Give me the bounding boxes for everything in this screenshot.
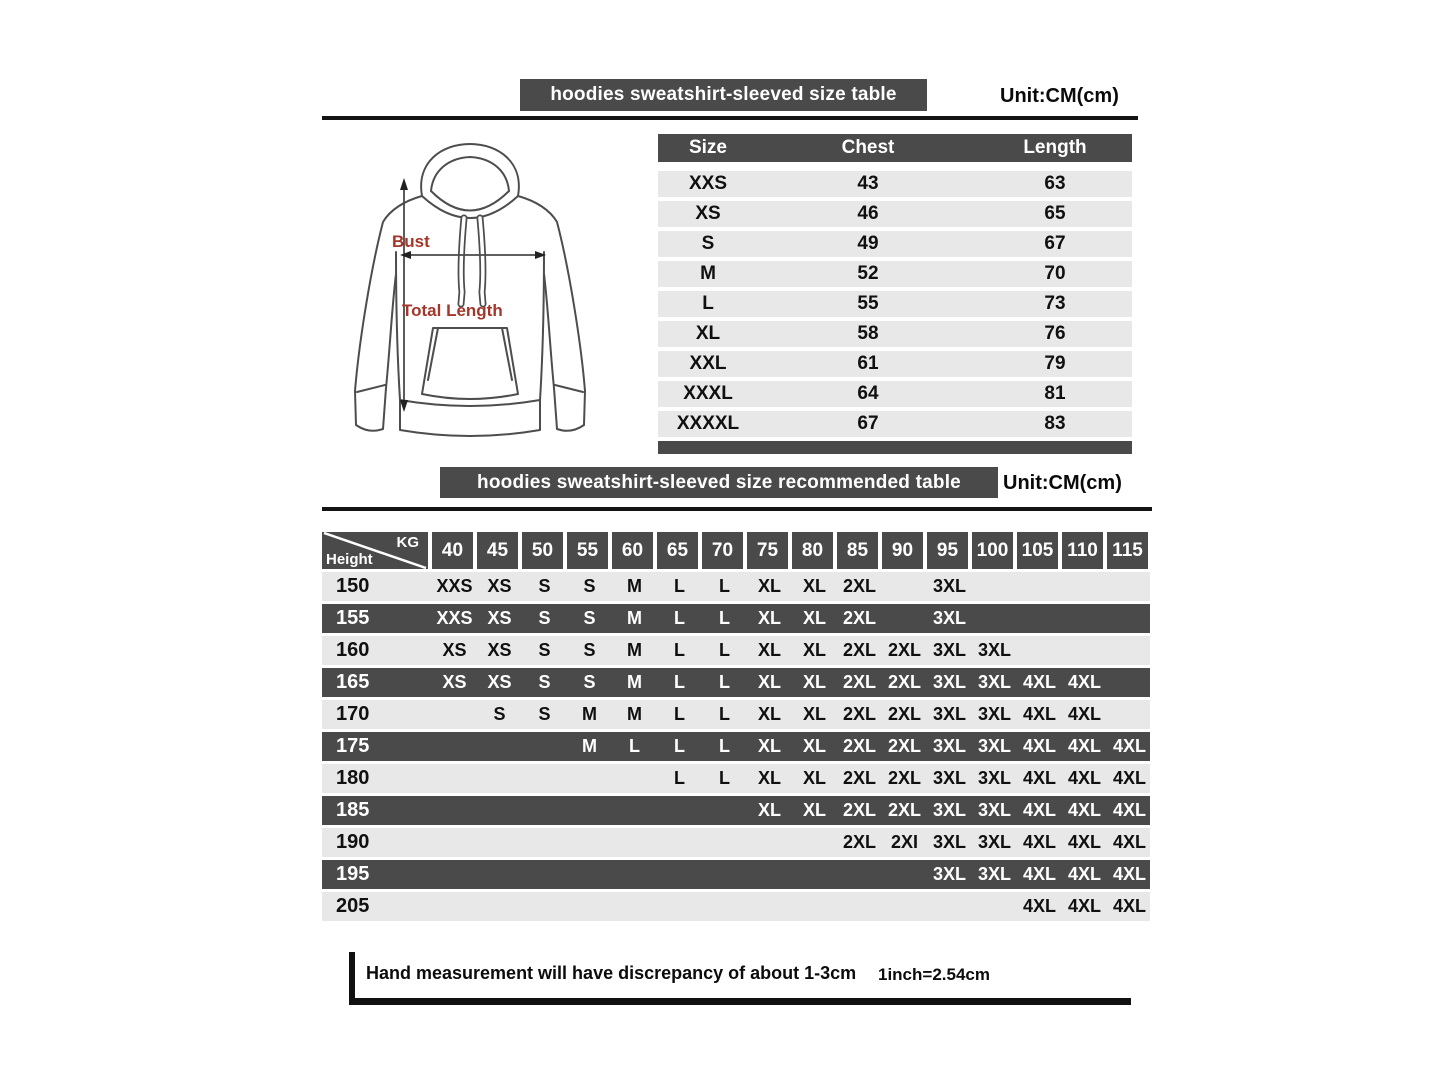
weight-header-cell: 110 bbox=[1062, 532, 1103, 569]
reco-size-cell: XL bbox=[802, 640, 826, 660]
inch-conversion-note: 1inch=2.54cm bbox=[878, 965, 990, 984]
reco-size-cell: 3XL bbox=[932, 832, 966, 852]
size-table-cell: XXS bbox=[688, 173, 728, 194]
size-table-title: hoodies sweatshirt-sleeved size table bbox=[550, 84, 897, 105]
reco-size-cell: 2XL bbox=[842, 576, 876, 596]
cuff-lines bbox=[357, 385, 583, 392]
height-label-cell: 190 bbox=[336, 831, 370, 853]
reco-size-cell: XL bbox=[757, 800, 781, 820]
reco-size-cell: 4XL bbox=[1067, 736, 1101, 756]
height-label-cell: 160 bbox=[336, 639, 370, 661]
size-table-column-header: Chest bbox=[841, 137, 895, 158]
reco-size-cell: XS bbox=[487, 608, 512, 628]
size-table-cell: XXL bbox=[689, 353, 727, 374]
reco-size-cell: XL bbox=[802, 736, 826, 756]
size-table-cell: 55 bbox=[857, 293, 879, 314]
reco-size-cell: 4XL bbox=[1067, 896, 1101, 916]
reco-table-row bbox=[322, 700, 1150, 729]
size-table-cell: XXXL bbox=[683, 383, 733, 404]
size-table-cell: 76 bbox=[1044, 323, 1066, 344]
size-table-cell: XXXXL bbox=[676, 413, 740, 434]
size-table-cell: 83 bbox=[1044, 413, 1066, 434]
size-table-cell: 79 bbox=[1044, 353, 1066, 374]
arrowhead-left bbox=[400, 251, 411, 259]
reco-size-cell: 4XL bbox=[1022, 736, 1056, 756]
reco-weight-row bbox=[432, 532, 1148, 569]
size-table-cell: 63 bbox=[1044, 173, 1066, 194]
size-table-row bbox=[658, 171, 1132, 197]
reco-size-cell: L bbox=[719, 608, 730, 628]
reco-size-cell: XS bbox=[487, 576, 512, 596]
reco-size-cell: L bbox=[629, 736, 640, 756]
weight-header-cell: 45 bbox=[477, 532, 518, 569]
reco-size-cell: M bbox=[627, 608, 642, 628]
size-table-cell: 58 bbox=[857, 323, 879, 344]
reco-size-cell: 3XL bbox=[977, 864, 1011, 884]
weight-header-cell: 85 bbox=[837, 532, 878, 569]
height-label-cell: 170 bbox=[336, 703, 370, 725]
reco-size-cell: 3XL bbox=[977, 704, 1011, 724]
reco-size-cell: 4XL bbox=[1067, 704, 1101, 724]
height-label-cell: 195 bbox=[336, 863, 370, 885]
reco-size-cell: XL bbox=[802, 608, 826, 628]
reco-size-cell: 2XL bbox=[842, 736, 876, 756]
weight-header-cell: 65 bbox=[657, 532, 698, 569]
reco-table-row bbox=[322, 572, 1150, 601]
reco-size-cell: 3XL bbox=[932, 768, 966, 788]
arrowhead-down bbox=[400, 400, 408, 412]
reco-size-cell: 2XL bbox=[887, 672, 921, 692]
kg-corner-label: KG bbox=[396, 534, 419, 551]
reco-size-cell: L bbox=[674, 640, 685, 660]
reco-size-cell: 4XL bbox=[1112, 832, 1146, 852]
reco-size-cell: 2XL bbox=[842, 672, 876, 692]
reco-size-cell: M bbox=[627, 704, 642, 724]
reco-table-row bbox=[322, 892, 1150, 921]
reco-size-cell: L bbox=[674, 576, 685, 596]
measurement-note: Hand measurement will have discrepancy of about 1-3cm bbox=[366, 963, 857, 983]
reco-size-cell: XL bbox=[757, 704, 781, 724]
reco-size-cell: L bbox=[674, 736, 685, 756]
hoodie-line-art bbox=[330, 134, 610, 460]
hood-outline bbox=[421, 144, 519, 196]
reco-size-cell: XL bbox=[757, 608, 781, 628]
reco-table-body bbox=[322, 572, 1150, 921]
reco-size-cell: M bbox=[627, 672, 642, 692]
weight-header-cell: 70 bbox=[702, 532, 743, 569]
height-corner-label: Height bbox=[326, 551, 373, 568]
right-sleeve bbox=[518, 196, 585, 431]
height-label-cell: 155 bbox=[336, 607, 370, 629]
reco-size-cell: 2XL bbox=[842, 800, 876, 820]
reco-size-cell: 4XL bbox=[1067, 800, 1101, 820]
reco-size-cell: S bbox=[493, 704, 506, 724]
reco-size-cell: 4XL bbox=[1067, 832, 1101, 852]
reco-size-cell: S bbox=[538, 608, 551, 628]
reco-size-cell: S bbox=[583, 640, 596, 660]
reco-size-cell: S bbox=[538, 672, 551, 692]
reco-size-cell: 4XL bbox=[1112, 896, 1146, 916]
unit-label-2: Unit:CM(cm) bbox=[1003, 472, 1122, 494]
size-table-row bbox=[658, 351, 1132, 377]
reco-size-cell: 3XL bbox=[932, 704, 966, 724]
weight-header-cell: 105 bbox=[1017, 532, 1058, 569]
size-table-header bbox=[658, 134, 1132, 162]
bust-label: Bust bbox=[392, 232, 430, 251]
reco-size-cell: L bbox=[674, 768, 685, 788]
size-table-row bbox=[658, 321, 1132, 347]
size-table-cell: L bbox=[702, 293, 714, 314]
recommended-table-title-bar bbox=[440, 467, 998, 498]
reco-size-cell: 4XL bbox=[1067, 672, 1101, 692]
total-length-label: Total Length bbox=[402, 301, 503, 320]
reco-size-cell: 4XL bbox=[1022, 672, 1056, 692]
reco-size-cell: 4XL bbox=[1022, 832, 1056, 852]
size-table-row bbox=[658, 291, 1132, 317]
collar-outer bbox=[422, 196, 518, 218]
reco-size-cell: XL bbox=[802, 768, 826, 788]
weight-header-cell: 60 bbox=[612, 532, 653, 569]
weight-header-cell: 115 bbox=[1107, 532, 1148, 569]
reco-size-cell: L bbox=[719, 736, 730, 756]
reco-size-cell: 2XL bbox=[887, 704, 921, 724]
reco-size-cell: L bbox=[719, 672, 730, 692]
size-table-cell: 70 bbox=[1044, 263, 1066, 284]
size-table-cell: XL bbox=[695, 323, 721, 344]
footer-bottom-bar bbox=[349, 998, 1131, 1005]
reco-size-cell: M bbox=[627, 576, 642, 596]
reco-table-row bbox=[322, 604, 1150, 633]
reco-size-cell: S bbox=[583, 608, 596, 628]
size-table-cell: 46 bbox=[857, 203, 879, 224]
reco-size-cell: 2XL bbox=[887, 736, 921, 756]
reco-size-cell: 4XL bbox=[1022, 864, 1056, 884]
size-table-title-bar bbox=[520, 79, 927, 111]
reco-size-cell: 3XL bbox=[977, 768, 1011, 788]
reco-size-cell: L bbox=[674, 704, 685, 724]
reco-size-cell: XL bbox=[802, 704, 826, 724]
reco-table-row bbox=[322, 796, 1150, 825]
hem-line bbox=[400, 400, 540, 406]
recommended-table-title: hoodies sweatshirt-sleeved size recommended table bbox=[477, 471, 961, 493]
weight-header-cell: 100 bbox=[972, 532, 1013, 569]
height-label-cell: 180 bbox=[336, 767, 370, 789]
reco-size-cell: 3XL bbox=[932, 736, 966, 756]
weight-header-cell: 55 bbox=[567, 532, 608, 569]
weight-header-cell: 80 bbox=[792, 532, 833, 569]
reco-size-cell: S bbox=[583, 672, 596, 692]
reco-size-cell: S bbox=[583, 576, 596, 596]
reco-size-cell: S bbox=[538, 704, 551, 724]
kg-height-corner-cell bbox=[322, 532, 428, 569]
reco-size-cell: 2XL bbox=[887, 800, 921, 820]
divider-line-1 bbox=[322, 116, 1138, 120]
size-table-cell: 52 bbox=[857, 263, 879, 284]
reco-table-header bbox=[322, 532, 1150, 569]
drawstrings bbox=[461, 218, 483, 304]
reco-size-cell: L bbox=[719, 768, 730, 788]
height-label-cell: 185 bbox=[336, 799, 370, 821]
height-label-cell: 165 bbox=[336, 671, 370, 693]
reco-size-cell: XXS bbox=[436, 608, 473, 628]
reco-size-cell: 3XL bbox=[977, 832, 1011, 852]
hoodie-measurement-diagram bbox=[330, 134, 610, 460]
reco-size-cell: XL bbox=[757, 736, 781, 756]
reco-size-cell: XL bbox=[757, 672, 781, 692]
size-table-cell: XS bbox=[695, 203, 721, 224]
reco-size-cell: L bbox=[674, 672, 685, 692]
reco-size-cell: 4XL bbox=[1067, 864, 1101, 884]
reco-size-cell: XS bbox=[487, 672, 512, 692]
reco-table-row bbox=[322, 764, 1150, 793]
reco-size-cell: 4XL bbox=[1112, 736, 1146, 756]
reco-size-cell: 4XL bbox=[1112, 768, 1146, 788]
size-table-cell: 73 bbox=[1044, 293, 1066, 314]
size-table-cell: M bbox=[700, 263, 716, 284]
reco-size-cell: 2XL bbox=[842, 832, 876, 852]
reco-size-cell: 2XL bbox=[887, 768, 921, 788]
reco-size-cell: L bbox=[719, 576, 730, 596]
size-table-body bbox=[658, 171, 1132, 437]
reco-size-cell: 3XL bbox=[977, 672, 1011, 692]
reco-size-cell: 2XL bbox=[842, 608, 876, 628]
reco-table-row bbox=[322, 732, 1150, 761]
reco-size-cell: 4XL bbox=[1067, 768, 1101, 788]
size-table-row bbox=[658, 411, 1132, 437]
reco-size-cell: XS bbox=[442, 640, 467, 660]
size-table-column-header: Length bbox=[1023, 137, 1087, 158]
reco-size-cell: 2XI bbox=[890, 832, 919, 852]
size-table-cell: S bbox=[701, 233, 715, 254]
size-table-cell: 81 bbox=[1044, 383, 1066, 404]
body-outline bbox=[396, 252, 544, 436]
collar-inner bbox=[431, 191, 509, 211]
reco-size-cell: XL bbox=[757, 768, 781, 788]
recommended-size-table bbox=[322, 532, 1150, 924]
reco-table-row bbox=[322, 828, 1150, 857]
reco-size-cell: 4XL bbox=[1112, 864, 1146, 884]
hood-inner bbox=[431, 157, 509, 191]
weight-header-cell: 50 bbox=[522, 532, 563, 569]
reco-size-cell: XL bbox=[802, 672, 826, 692]
reco-size-cell: XL bbox=[802, 576, 826, 596]
size-table-cell: 61 bbox=[857, 353, 879, 374]
size-table-row bbox=[658, 201, 1132, 227]
reco-size-cell: 3XL bbox=[932, 864, 966, 884]
size-table-cell: 65 bbox=[1044, 203, 1066, 224]
size-table-row bbox=[658, 261, 1132, 287]
reco-size-cell: 3XL bbox=[977, 640, 1011, 660]
reco-size-cell: XXS bbox=[436, 576, 473, 596]
weight-header-cell: 40 bbox=[432, 532, 473, 569]
reco-size-cell: M bbox=[627, 640, 642, 660]
size-table-column-header: Size bbox=[688, 137, 728, 158]
reco-table-row bbox=[322, 860, 1150, 889]
divider-line-2 bbox=[322, 507, 1152, 511]
reco-size-cell: 2XL bbox=[842, 768, 876, 788]
reco-size-cell: 4XL bbox=[1022, 704, 1056, 724]
reco-size-cell: 3XL bbox=[932, 640, 966, 660]
reco-size-cell: XS bbox=[487, 640, 512, 660]
reco-size-cell: 3XL bbox=[932, 800, 966, 820]
reco-size-cell: 3XL bbox=[932, 608, 966, 628]
reco-size-cell: 4XL bbox=[1022, 768, 1056, 788]
reco-size-cell: L bbox=[719, 640, 730, 660]
size-table-cell: 67 bbox=[1044, 233, 1066, 254]
reco-size-cell: M bbox=[582, 736, 597, 756]
reco-size-cell: M bbox=[582, 704, 597, 724]
height-label-cell: 205 bbox=[336, 895, 370, 917]
reco-size-cell: 2XL bbox=[887, 640, 921, 660]
size-table bbox=[658, 134, 1132, 454]
arrowhead-up bbox=[400, 178, 408, 190]
weight-header-cell: 95 bbox=[927, 532, 968, 569]
reco-size-cell: 3XL bbox=[977, 800, 1011, 820]
reco-size-cell: 4XL bbox=[1022, 896, 1056, 916]
reco-size-cell: 4XL bbox=[1022, 800, 1056, 820]
weight-header-cell: 75 bbox=[747, 532, 788, 569]
reco-size-cell: S bbox=[538, 640, 551, 660]
size-table-cell: 64 bbox=[857, 383, 879, 404]
reco-size-cell: XL bbox=[757, 576, 781, 596]
height-label-cell: 175 bbox=[336, 735, 370, 757]
reco-size-cell: L bbox=[719, 704, 730, 724]
reco-size-cell: 2XL bbox=[842, 640, 876, 660]
reco-size-cell: 3XL bbox=[932, 576, 966, 596]
reco-size-cell: XS bbox=[442, 672, 467, 692]
pocket-opening-lines bbox=[428, 328, 512, 380]
reco-size-cell: XL bbox=[802, 800, 826, 820]
reco-table-row bbox=[322, 636, 1150, 665]
reco-size-cell: S bbox=[538, 576, 551, 596]
reco-size-cell: XL bbox=[757, 640, 781, 660]
unit-label-1: Unit:CM(cm) bbox=[1000, 85, 1119, 107]
reco-size-cell: 3XL bbox=[977, 736, 1011, 756]
reco-size-cell: L bbox=[674, 608, 685, 628]
height-label-cell: 150 bbox=[336, 575, 370, 597]
size-table-cell: 67 bbox=[857, 413, 879, 434]
weight-header-cell: 90 bbox=[882, 532, 923, 569]
reco-table-row bbox=[322, 668, 1150, 697]
size-table-row bbox=[658, 381, 1132, 407]
size-table-cell: 43 bbox=[857, 173, 879, 194]
reco-size-cell: 3XL bbox=[932, 672, 966, 692]
size-table-bottom-bar bbox=[658, 441, 1132, 454]
size-table-row bbox=[658, 231, 1132, 257]
reco-size-cell: 4XL bbox=[1112, 800, 1146, 820]
reco-size-cell: 2XL bbox=[842, 704, 876, 724]
size-table-cell: 49 bbox=[857, 233, 879, 254]
